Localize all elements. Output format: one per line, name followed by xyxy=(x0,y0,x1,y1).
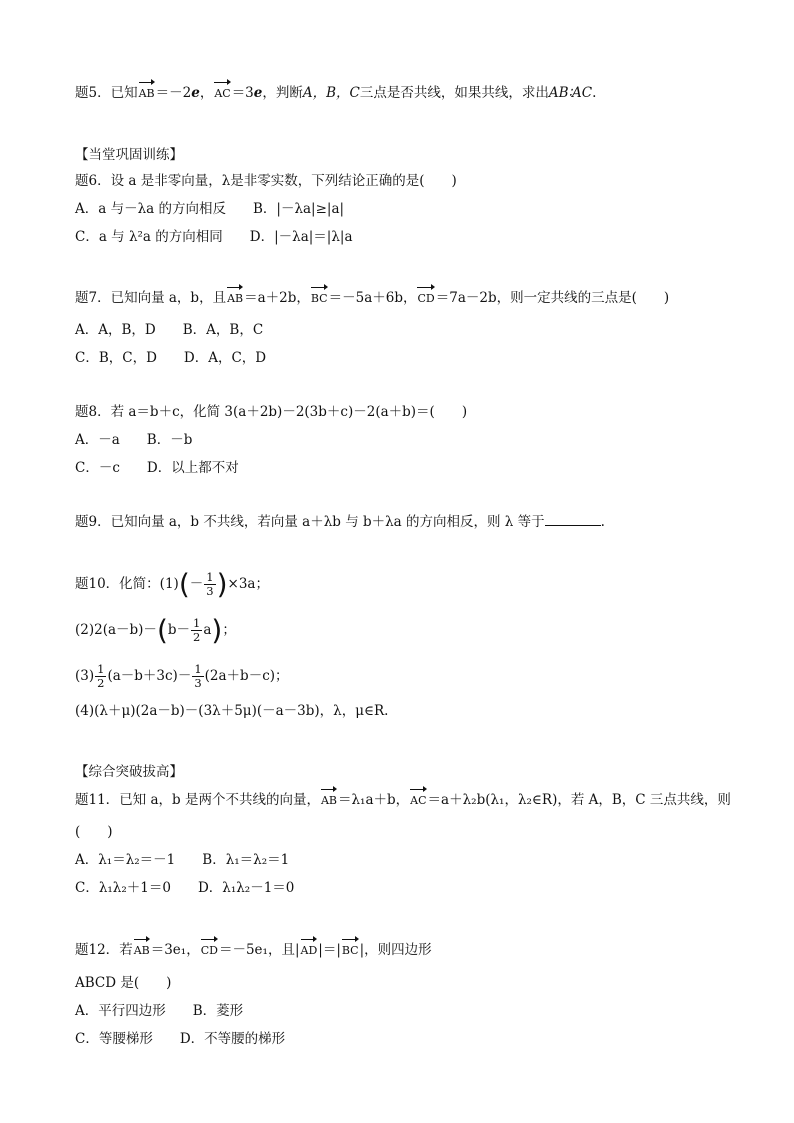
vector-ab: AB xyxy=(321,791,337,811)
vector-ac: AC xyxy=(410,791,426,811)
question-8-options-cd: C．－c D．以上都不对 xyxy=(75,460,239,476)
question-10-part-1: 题10．化简：(1)(－ $\frac{1}{3}$ )×3a； xyxy=(75,567,269,601)
vector-ab: AB xyxy=(227,289,243,309)
question-7-options-cd: C．B，C，D D．A，C，D xyxy=(75,350,267,366)
question-12-line-2: ABCD 是( ) xyxy=(75,975,172,991)
question-6-options-ab: A．a 与－λa 的方向相反 B．|－λa|≥|a| xyxy=(75,201,345,217)
question-5: 题5．已知AB＝－2e，AC＝3e，判断A，B，C三点是否共线，如果共线，求出AB∶AC. xyxy=(75,83,596,104)
question-11-options-cd: C．λ₁λ₂＋1＝0 D．λ₁λ₂－1＝0 xyxy=(75,880,295,896)
question-6-stem: 题6．设 a 是非零向量，λ是非零实数，下列结论正确的是( ) xyxy=(75,173,457,189)
fraction-one-third: $\frac{1}{3}$ xyxy=(206,570,214,598)
section-heading-consolidation: 【当堂巩固训练】 xyxy=(75,147,183,163)
question-10-part-2: (2)2(a－b)－(b－ $\frac{1}{2}$ a)； xyxy=(75,613,236,647)
question-12-options-cd: C．等腰梯形 D．不等腰的梯形 xyxy=(75,1031,286,1047)
vector-cd: CD xyxy=(417,289,434,309)
vector-bc: BC xyxy=(311,289,328,309)
vector-cd: CD xyxy=(201,941,218,961)
question-11-options-ab: A．λ₁＝λ₂＝－1 B．λ₁＝λ₂＝1 xyxy=(75,852,290,868)
vector-ab: AB xyxy=(134,941,150,961)
question-8-options-ab: A．－a B．－b xyxy=(75,432,193,448)
question-6-options-cd: C．a 与 λ²a 的方向相同 D．|－λa|＝|λ|a xyxy=(75,229,353,245)
section-heading-advanced: 【综合突破拔高】 xyxy=(75,764,183,780)
answer-blank xyxy=(545,513,601,526)
q5-number: 题5． xyxy=(75,85,111,101)
question-8-stem: 题8．若 a＝b＋c，化简 3(a＋2b)－2(3b＋c)－2(a＋b)＝( ) xyxy=(75,404,468,420)
question-7-options-ab: A．A，B，D B．A，B，C xyxy=(75,322,264,338)
question-10-part-4: (4)(λ＋μ)(2a－b)－(3λ＋5μ)(－a－3b)，λ，μ∈R. xyxy=(75,703,389,719)
vector-bc: BC xyxy=(342,941,359,961)
fraction-one-half: $\frac{1}{2}$ xyxy=(97,662,105,690)
vector-ad: AD xyxy=(301,941,318,961)
question-10-part-3: (3) $\frac{1}{2}$ (a－b＋3c)－ $\frac{1}{3}$ (2a＋b－c)； xyxy=(75,662,289,690)
question-11-stem: 题11．已知 a，b 是两个不共线的向量，AB＝λ₁a＋b，AC＝a＋λ₂b(λ₁，λ₂∈R)，若 A，B，C 三点共线，则 xyxy=(75,790,731,811)
question-12-stem: 题12．若AB＝3e₁，CD＝－5e₁，且|AD|＝|BC|，则四边形 xyxy=(75,940,432,961)
vector-ab: AB xyxy=(139,84,155,104)
question-12-options-ab: A．平行四边形 B．菱形 xyxy=(75,1003,244,1019)
question-11-paren: ( ) xyxy=(75,824,113,840)
fraction-one-half: $\frac{1}{2}$ xyxy=(193,616,201,644)
vector-ac: AC xyxy=(214,84,230,104)
question-7-stem: 题7．已知向量 a，b，且AB＝a＋2b，BC＝－5a＋6b，CD＝7a－2b，则一定共线的三点是( ) xyxy=(75,288,669,309)
question-9: 题9．已知向量 a，b 不共线，若向量 a＋λb 与 b＋λa 的方向相反，则 λ 等于 . xyxy=(75,514,605,530)
fraction-one-third: $\frac{1}{3}$ xyxy=(194,662,202,690)
